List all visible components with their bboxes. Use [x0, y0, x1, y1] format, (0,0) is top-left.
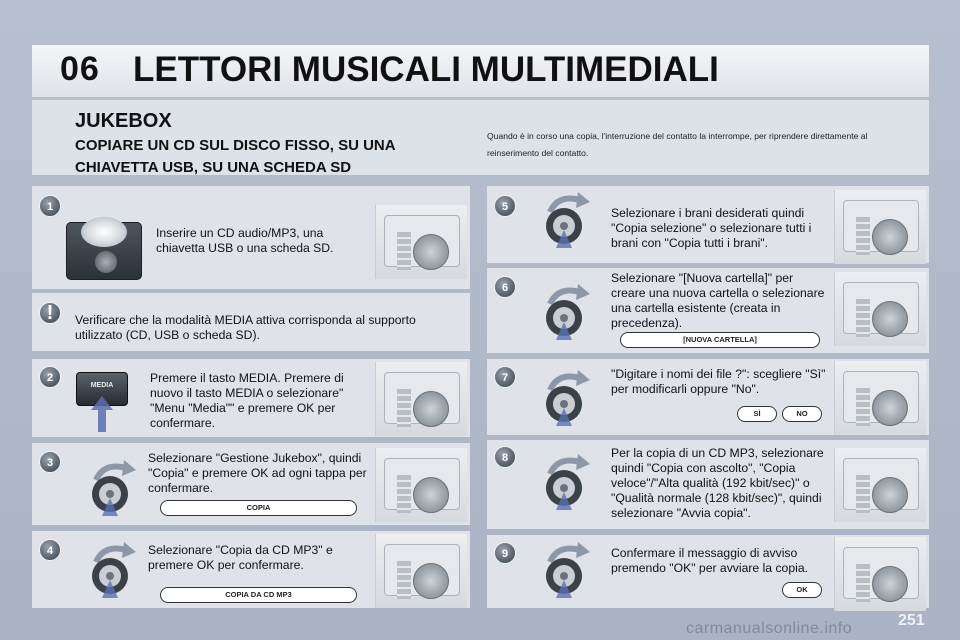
rotary-knob-icon	[536, 452, 594, 510]
step-5-badge: 5	[494, 195, 516, 217]
rotary-knob-icon	[536, 190, 594, 248]
step-7-thumbnail	[834, 361, 926, 435]
copia-da-cd-pill: COPIA DA CD MP3	[160, 587, 357, 603]
step-2-thumbnail	[375, 362, 467, 436]
step-1-badge: 1	[39, 195, 61, 217]
step-3-badge: 3	[39, 451, 61, 473]
step-2-text: Premere il tasto MEDIA. Premere di nuovo il tasto MEDIA o selezionare" "Menu "Media"" e premere OK per confermare.	[150, 371, 344, 430]
step-4-text: Selezionare "Copia da CD MP3" e premere OK per confermare.	[148, 543, 333, 572]
step-6-thumbnail	[834, 272, 926, 346]
step-9-thumbnail	[834, 537, 926, 611]
step-9-badge: 9	[494, 542, 516, 564]
cd-disc-icon	[81, 217, 127, 247]
rotary-knob-icon	[536, 368, 594, 426]
nuova-cartella-pill: [NUOVA CARTELLA]	[620, 332, 820, 348]
media-button-label: MEDIA	[90, 382, 114, 389]
intro-note: Quando è in corso una copia, l'interruzione del contatto la interrompe, per riprendere direttamente al reinserimento del contatto.	[487, 131, 868, 158]
watermark: carmanualsonline.info	[686, 620, 853, 637]
step-9-text: Confermare il messaggio di avviso premendo "OK" per avviare la copia.	[611, 546, 808, 575]
step-6-badge: 6	[494, 276, 516, 298]
step-2-badge: 2	[39, 366, 61, 388]
section-subtitle: COPIARE UN CD SUL DISCO FISSO, SU UNA CHIAVETTA USB, SU UNA SCHEDA SD	[75, 137, 396, 176]
step-4-badge: 4	[39, 539, 61, 561]
rotary-knob-icon	[536, 540, 594, 598]
step-4-thumbnail	[375, 534, 467, 608]
step-7-badge: 7	[494, 366, 516, 388]
ok-pill: OK	[782, 582, 822, 598]
rotary-knob-icon	[82, 458, 140, 516]
rotary-knob-icon	[536, 282, 594, 340]
step-8-thumbnail	[834, 448, 926, 522]
step-1-thumbnail	[375, 205, 467, 279]
si-pill: SÌ	[737, 406, 777, 422]
radio-knob-icon	[95, 251, 117, 273]
step-5-text: Selezionare i brani desiderati quindi "Copia selezione" o selezionare tutti i brani con "Copia tutti i brani".	[611, 206, 812, 250]
step-3-text: Selezionare "Gestione Jukebox", quindi "Copia" e premere OK ad ogni tappa per confermare.	[148, 451, 367, 495]
warning-icon: !	[39, 302, 61, 324]
chapter-title: LETTORI MUSICALI MULTIMEDIALI	[133, 50, 719, 89]
warning-text: Verificare che la modalità MEDIA attiva corrisponda al supporto utilizzato (CD, USB o scheda SD).	[75, 313, 416, 342]
step-8-badge: 8	[494, 446, 516, 468]
chapter-number: 06	[60, 50, 100, 88]
step-5-thumbnail	[834, 190, 926, 264]
step-1-text: Inserire un CD audio/MP3, una chiavetta USB o una scheda SD.	[156, 226, 334, 255]
section-title: JUKEBOX	[75, 110, 172, 132]
page-number: 251	[898, 612, 925, 629]
no-pill: NO	[782, 406, 822, 422]
copia-pill: COPIA	[160, 500, 357, 516]
press-arrow-icon	[91, 396, 113, 432]
intro-headings	[75, 110, 465, 179]
rotary-knob-icon	[82, 540, 140, 598]
step-6-text: Selezionare "[Nuova cartella]" per creare una nuova cartella o selezionare una cartella esistente (creata in precedenza).	[611, 271, 825, 330]
radio-unit-image	[66, 222, 142, 280]
step-8-text: Per la copia di un CD MP3, selezionare quindi "Copia con ascolto", "Copia veloce"/"Alta qualità (192 kbit/sec)" o "Qualità normale (128 kbit/sec)", quindi selezionare "Avvia copia".	[611, 446, 824, 520]
step-7-text: "Digitare i nomi dei file ?": scegliere "Sì" per modificarli oppure "No".	[611, 367, 826, 396]
step-3-thumbnail	[375, 448, 467, 522]
